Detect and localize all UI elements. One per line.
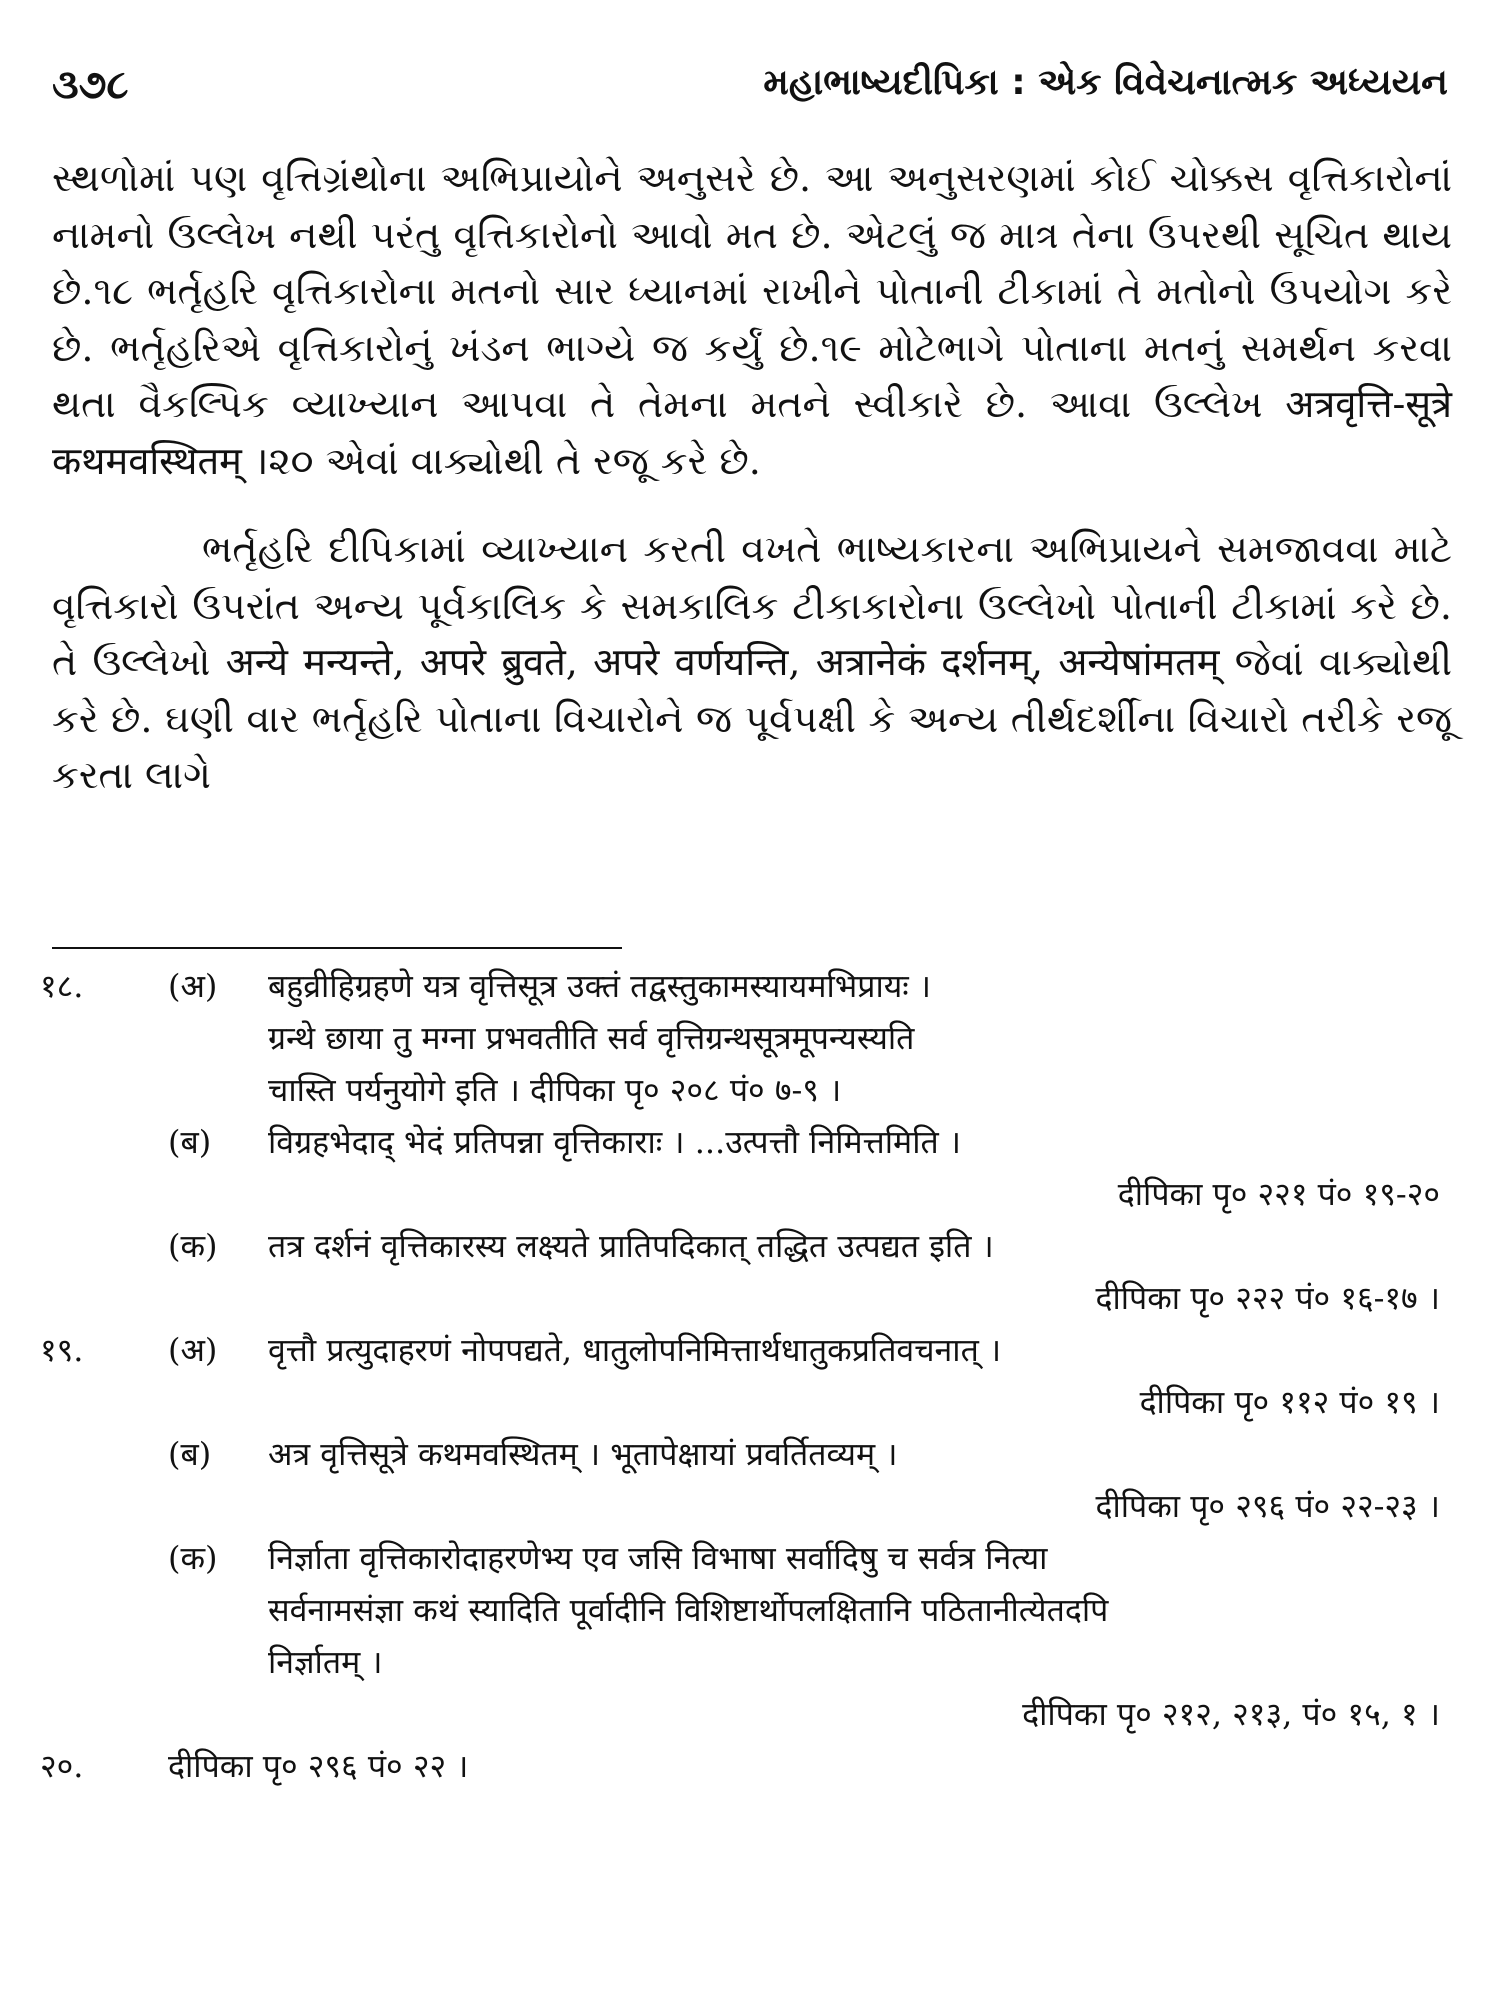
- footnote-line: दीपिका पृ० २९६ पं० २२ ।: [168, 1747, 469, 1785]
- footnote-line: विग्रहभेदाद् भेदं प्रतिपन्ना वृत्तिकाराः । ...उत्पत्तौ निमित्तमिति ।: [268, 1123, 962, 1161]
- footnote-label: (अ): [168, 967, 218, 1005]
- footnote-line: तत्र दर्शनं वृत्तिकारस्य लक्ष्यते प्रातिपदिकात् तद्धित उत्पद्यत इति ।: [268, 1227, 994, 1265]
- footnote-label: (ब): [168, 1435, 212, 1473]
- footnote-19a: [40, 1324, 1460, 1428]
- footnote-18c: [40, 1220, 1460, 1324]
- footnote-number: २०.: [40, 1747, 84, 1785]
- footnote-line: अत्र वृत्तिसूत्रे कथमवस्थितम् । भूतापेक्षायां प्रवर्तितव्यम् ।: [268, 1435, 898, 1473]
- footnote-citation: दीपिका पृ० २१२, २१३, पं० १५, १ ।: [1022, 1695, 1440, 1733]
- page-number: ૩૭૮: [52, 62, 129, 108]
- footnote-divider: [52, 947, 622, 949]
- footnote-label: (क): [168, 1227, 218, 1265]
- paragraph-1: સ્થળોમાં પણ વૃત્તિગ્રંથોના અભિપ્રાયોને અનુસરે છે. આ અનુસરણમાં કોઈ ચોક્કસ વૃત્તિકારોનાં નામનો ઉલ્લેખ નથી પરંતુ વૃત્તિકારોનો આવો મત છે. એટલું જ માત્ર તેના ઉપરથી સૂચિત થાય છે.૧૮ ભર્તૃહરિ વૃત્તિકારોના મતનો સાર ધ્યાનમાં રાખીને પોતાની ટીકામાં તે મતોનો ઉપયોગ કરે છે. ભર્તૃહરિએ વૃત્તિકારોનું ખંડન ભાગ્યે જ કર્યું છે.૧૯ મોટેભાગે પોતાના મતનું સમર્થન કરવા થતા વૈકલ્પિક વ્યાખ્યાન આપવા તે તેમના મતને સ્વીકારે છે. આવા ઉલ્લેખ अत्रवृत्ति-सूत्रे कथमवस्थितम् ।૨૦ એવાં વાક્યોથી તે રજૂ કરે છે.: [52, 156, 1452, 483]
- footnote-18b: [40, 1116, 1460, 1220]
- footnote-line: चास्ति पर्यनुयोगे इति । दीपिका पृ० २०८ पं० ७-९ ।: [268, 1071, 842, 1109]
- footnote-citation: दीपिका पृ० २२२ पं० १६-१७ ।: [1095, 1279, 1440, 1317]
- footnotes: [40, 960, 1460, 1792]
- footnote-number: १८.: [40, 967, 84, 1005]
- footnote-label: (अ): [168, 1331, 218, 1369]
- running-title: મહાભાષ્યદીપિકા : એક વિવેચનાત્મક અધ્યયન: [763, 62, 1448, 103]
- footnote-18a: [40, 960, 1460, 1116]
- footnote-citation: दीपिका पृ० ११२ पं० १९ ।: [1139, 1383, 1440, 1421]
- footnote-line: सर्वनामसंज्ञा कथं स्यादिति पूर्वादीनि विशिष्टार्थोपलक्षितानि पठितानीत्येतदपि: [268, 1591, 1109, 1629]
- footnote-line: निर्ज्ञाता वृत्तिकारोदाहरणेभ्य एव जसि विभाषा सर्वादिषु च सर्वत्र नित्या: [268, 1539, 1048, 1577]
- footnote-line: वृत्तौ प्रत्युदाहरणं नोपपद्यते, धातुलोपनिमित्तार्थधातुकप्रतिवचनात् ।: [268, 1331, 1002, 1369]
- footnote-line: निर्ज्ञातम् ।: [268, 1643, 383, 1681]
- footnote-20: [40, 1740, 1460, 1792]
- footnote-citation: दीपिका पृ० २२१ पं० १९-२०: [1117, 1175, 1440, 1213]
- page-header: [52, 62, 1448, 112]
- paragraph-2: ભર્તૃહરિ દીપિકામાં વ્યાખ્યાન કરતી વખતે ભાષ્યકારના અભિપ્રાયને સમજાવવા માટે વૃત્તિકારો ઉપરાંત અન્ય પૂર્વકાલિક કે સમકાલિક ટીકાકારોના ઉલ્લેખો પોતાની ટીકામાં કરે છે. તે ઉલ્લેખો अन्ये मन्यन्ते, अपरे ब्रुवते, अपरे वर्णयन्ति, अत्रानेकं दर्शनम्, अन्येषांमतम् જેવાં વાક્યોથી કરે છે. ઘણી વાર ભર્તૃહરિ પોતાના વિચારોને જ પૂર્વપક્ષી કે અન્ય તીર્થદર્શીના વિચારો તરીકે રજૂ કરતા લાગે: [52, 527, 1452, 797]
- footnote-label: (क): [168, 1539, 218, 1577]
- footnote-line: ग्रन्थे छाया तु मग्ना प्रभवतीति सर्व वृत्तिग्रन्थसूत्रमूपन्यस्यति: [268, 1019, 915, 1057]
- footnote-label: (ब): [168, 1123, 212, 1161]
- footnote-line: बहुव्रीहिग्रहणे यत्र वृत्तिसूत्र उक्तं तद्वस्तुकामस्यायमभिप्रायः ।: [268, 967, 932, 1005]
- footnote-19c: [40, 1532, 1460, 1740]
- footnote-number: १९.: [40, 1331, 84, 1369]
- footnote-19b: [40, 1428, 1460, 1532]
- main-text: [52, 150, 1452, 804]
- footnote-citation: दीपिका पृ० २९६ पं० २२-२३ ।: [1095, 1487, 1440, 1525]
